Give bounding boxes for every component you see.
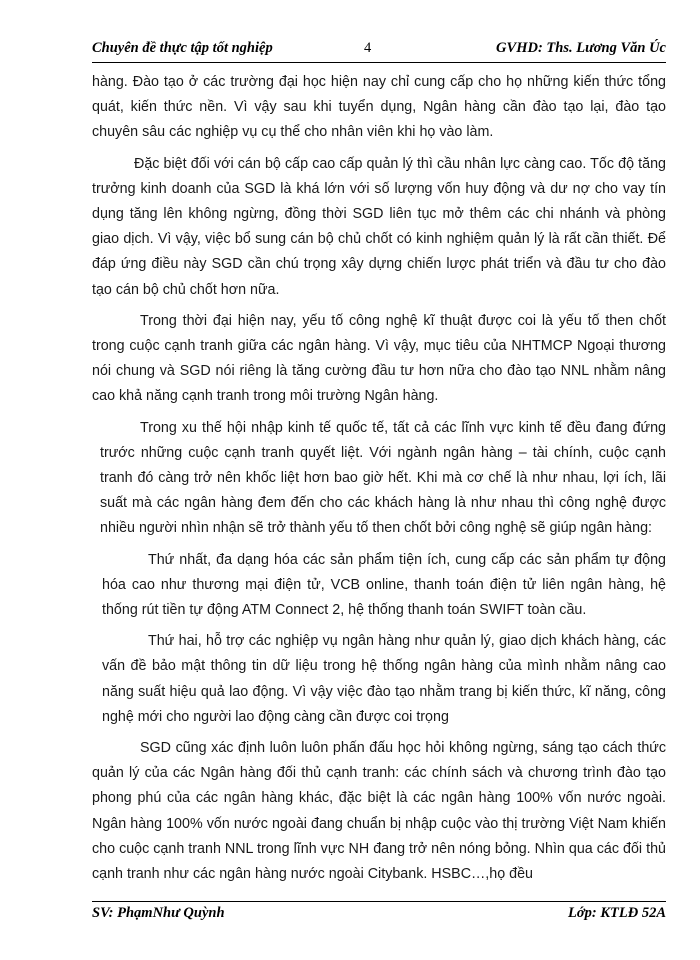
footer-divider	[92, 901, 666, 902]
paragraph: Thứ nhất, đa dạng hóa các sản phẩm tiện ích, cung cấp các sản phẩm tự động hóa cao như thương mại điện tử, VCB online, thanh toán điện tử liên ngân hàng, hệ thống rút tiền tự động ATM Connect 2, hệ thống thanh toán SWIFT toàn cầu.	[102, 551, 666, 619]
footer-class: Lớp: KTLĐ 52A	[568, 905, 666, 921]
paragraph: Trong thời đại hiện nay, yếu tố công nghệ kĩ thuật được coi là yếu tố then chốt trong cuộc cạnh tranh giữa các ngân hàng. Vì vậy, mục tiêu của NHTMCP Ngoại thương nói chung và SGD nói riêng là tăng cường đầu tư hơn nữa cho đào tạo NNL nhằm nâng cao khả năng cạnh tranh trong môi trường Ngân hàng.	[92, 312, 666, 405]
header-advisor: GVHD: Ths. Lương Văn Úc	[496, 40, 666, 56]
header-title: Chuyên đề thực tập tốt nghiệp	[92, 40, 273, 56]
paragraph: Thứ hai, hỗ trợ các nghiệp vụ ngân hàng như quản lý, giao dịch khách hàng, các vấn đề bảo mật thông tin dữ liệu trong hệ thống ngân hàng của mình nhằm nâng cao năng suất hiệu quả lao động. Vì vậy việc đào tạo nhằm trang bị kiến thức, kĩ năng, công nghệ mới cho người lao động càng cần được coi trọng	[102, 633, 666, 725]
page-number: 4	[364, 40, 372, 56]
footer-student: SV: PhạmNhư Quỳnh	[92, 905, 225, 921]
paragraph: Trong xu thế hội nhập kinh tế quốc tế, tất cả các lĩnh vực kinh tế đều đang đứng trước những cuộc cạnh tranh quyết liệt. Với ngành ngân hàng – tài chính, cuộc cạnh tranh đó càng trở nên khốc liệt hơn bao giờ hết. Khi mà cơ chế là như nhau, lợi ích, lãi suất mà các ngân hàng đem đến cho các khách hàng là như nhau thì công nghệ được nhiều người nhìn nhận sẽ trở thành yếu tố then chốt bởi công nghệ sẽ giúp ngân hàng:	[100, 419, 666, 537]
paragraph: hàng. Đào tạo ở các trường đại học hiện nay chỉ cung cấp cho họ những kiến thức tổng quát, kiến thức nền. Vì vậy sau khi tuyển dụng, Ngân hàng cần đào tạo lại, đào tạo chuyên sâu các nghiệp vụ cụ thể cho nhân viên khi họ vào làm.	[92, 74, 666, 141]
page-header	[92, 40, 666, 62]
header-divider	[92, 62, 666, 63]
body-text	[92, 70, 666, 893]
paragraph: Đặc biệt đối với cán bộ cấp cao cấp quản lý thì cầu nhân lực càng cao. Tốc độ tăng trưởng kinh doanh của SGD là khá lớn với số lượng vốn huy động và dư nợ cho vay tín dụng tăng lên không ngừng, đồng thời SGD liên tục mở thêm các chi nhánh và phòng giao dịch. Vì vậy, việc bổ sung cán bộ chủ chốt có kinh nghiệm quản lý là rất cần thiết. Để đáp ứng điều này SGD cần chú trọng xây dựng chiến lược phát triển và đầu tư cho đào tạo cán bộ chủ chốt hơn nữa.	[92, 155, 666, 298]
page-footer	[92, 905, 666, 927]
paragraph: SGD cũng xác định luôn luôn phấn đấu học hỏi không ngừng, sáng tạo cách thức quản lý của các Ngân hàng đối thủ cạnh tranh: các chính sách và chương trình đào tạo phong phú của các ngân hàng khác, đặc biệt là các ngân hàng 100% vốn nước ngoài. Ngân hàng 100% vốn nước ngoài đang chuẩn bị nhập cuộc vào thị trường Việt Nam khiến cho cuộc cạnh tranh NNL trong lĩnh vực NH đang trở nên nóng bỏng. Nhìn qua các đối thủ cạnh tranh như các ngân hàng nước ngoài Citybank. HSBC…,họ đều	[92, 740, 666, 883]
